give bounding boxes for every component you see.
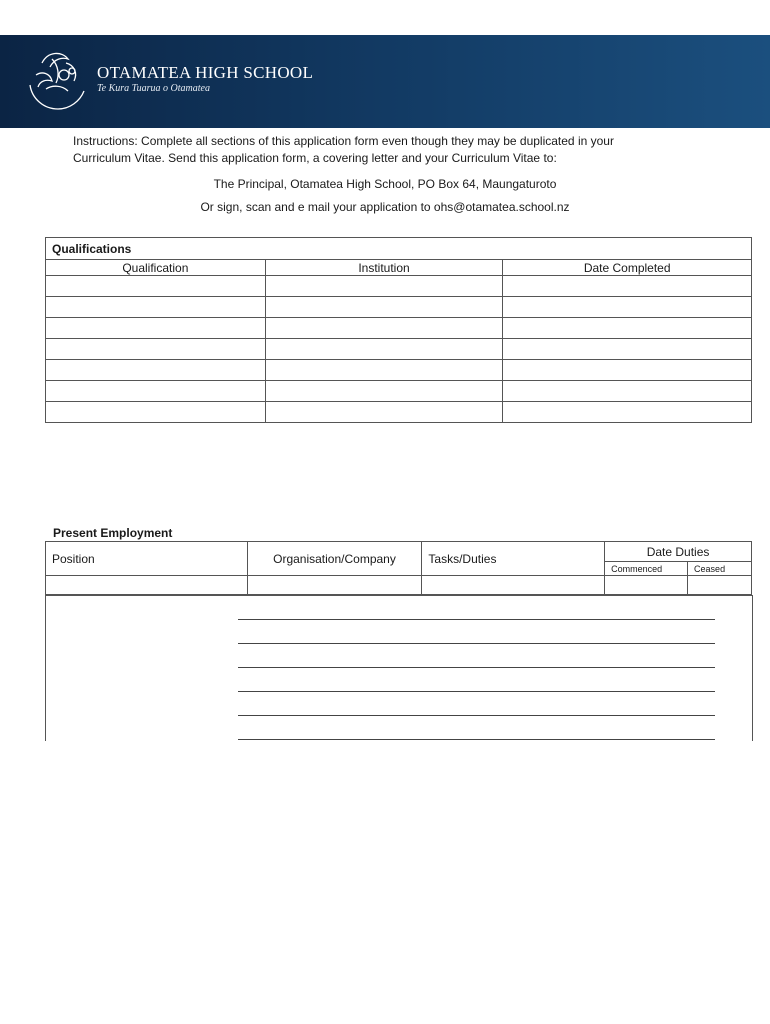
institution-cell[interactable]: [265, 318, 503, 339]
employment-details-box: [45, 595, 753, 741]
school-motto: Te Kura Tuarua o Otamatea: [97, 83, 210, 94]
instructions-line-1: Instructions: Complete all sections of this application form even though they may be duplicated in your: [73, 134, 614, 148]
institution-cell[interactable]: [265, 276, 503, 297]
school-crest-icon: [22, 45, 94, 117]
column-header-date-completed: Date Completed: [503, 260, 752, 276]
date-completed-cell[interactable]: [503, 276, 752, 297]
instructions-line-2: Curriculum Vitae. Send this application form, a covering letter and your Curriculum Vitae to:: [73, 151, 557, 165]
table-row: [46, 360, 752, 381]
column-header-organisation: Organisation/Company: [247, 542, 422, 576]
column-header-institution: Institution: [265, 260, 503, 276]
table-row: [46, 339, 752, 360]
postal-address: The Principal, Otamatea High School, PO Box 64, Maungaturoto: [213, 177, 557, 191]
column-header-commenced: Commenced: [605, 562, 688, 576]
qualifications-title: Qualifications: [46, 238, 752, 260]
writing-line[interactable]: [238, 667, 715, 668]
column-header-tasks: Tasks/Duties: [422, 542, 605, 576]
tasks-cell[interactable]: [422, 576, 605, 595]
qualification-cell[interactable]: [46, 297, 266, 318]
column-header-date-duties: Date Duties: [605, 542, 752, 562]
institution-cell[interactable]: [265, 381, 503, 402]
ceased-cell[interactable]: [688, 576, 752, 595]
table-row: [46, 381, 752, 402]
table-row: [46, 402, 752, 423]
instructions: [73, 133, 713, 167]
qualification-cell[interactable]: [46, 339, 266, 360]
institution-cell[interactable]: [265, 339, 503, 360]
institution-cell[interactable]: [265, 360, 503, 381]
writing-line[interactable]: [238, 643, 715, 644]
column-header-ceased: Ceased: [688, 562, 752, 576]
qualification-cell[interactable]: [46, 402, 266, 423]
date-completed-cell[interactable]: [503, 297, 752, 318]
present-employment-table: [45, 541, 752, 595]
column-header-qualification: Qualification: [46, 260, 266, 276]
position-cell[interactable]: [46, 576, 248, 595]
writing-line[interactable]: [238, 715, 715, 716]
date-completed-cell[interactable]: [503, 339, 752, 360]
school-name: OTAMATEA HIGH SCHOOL: [97, 63, 314, 82]
qualification-cell[interactable]: [46, 276, 266, 297]
qualification-cell[interactable]: [46, 360, 266, 381]
institution-cell[interactable]: [265, 297, 503, 318]
present-employment-title: Present Employment: [53, 526, 173, 540]
commenced-cell[interactable]: [605, 576, 688, 595]
writing-line[interactable]: [238, 619, 715, 620]
institution-cell[interactable]: [265, 402, 503, 423]
table-row: [46, 276, 752, 297]
date-completed-cell[interactable]: [503, 318, 752, 339]
table-row: [46, 576, 752, 595]
writing-line[interactable]: [238, 739, 715, 740]
qualification-cell[interactable]: [46, 381, 266, 402]
writing-line[interactable]: [238, 691, 715, 692]
qualifications-table: [45, 237, 752, 423]
column-header-position: Position: [46, 542, 248, 576]
date-completed-cell[interactable]: [503, 360, 752, 381]
date-completed-cell[interactable]: [503, 381, 752, 402]
organisation-cell[interactable]: [247, 576, 422, 595]
table-row: [46, 318, 752, 339]
date-completed-cell[interactable]: [503, 402, 752, 423]
email-instruction: Or sign, scan and e mail your application to ohs@otamatea.school.nz: [200, 200, 570, 214]
header-banner: [0, 35, 770, 128]
qualification-cell[interactable]: [46, 318, 266, 339]
table-row: [46, 297, 752, 318]
